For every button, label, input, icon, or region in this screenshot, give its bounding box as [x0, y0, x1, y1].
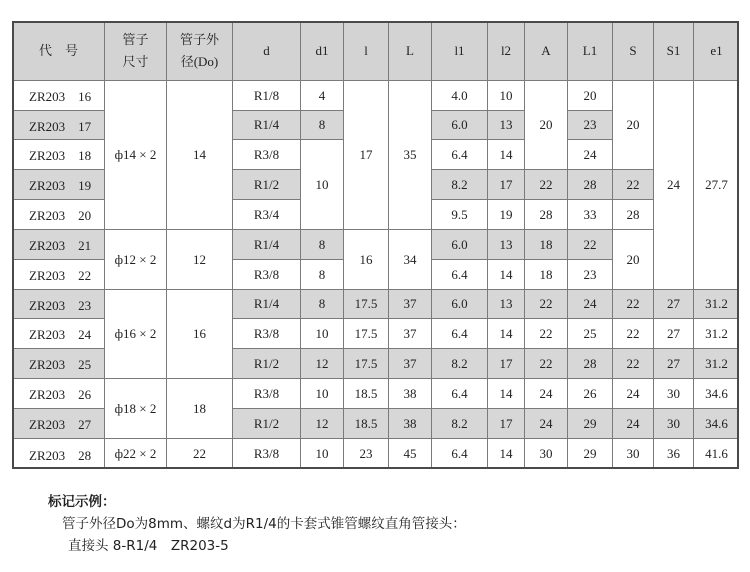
table-cell: 27 — [653, 289, 693, 318]
table-cell: R3/4 — [232, 199, 300, 229]
column-header — [104, 21, 166, 80]
table-cell: 8 — [300, 110, 343, 139]
table-cell: 34 — [388, 229, 431, 289]
product-code-cell: ZR203 18 — [12, 139, 104, 169]
table-cell: 13 — [487, 229, 524, 259]
table-cell: 17.5 — [343, 318, 388, 348]
table-cell: 18 — [524, 229, 567, 259]
product-code-cell: ZR203 21 — [12, 229, 104, 259]
marking-example — [48, 491, 738, 557]
product-code-cell: ZR203 20 — [12, 199, 104, 229]
column-header-text: 管子外 — [179, 32, 219, 47]
table-cell: 6.0 — [431, 289, 487, 318]
table-cell: 17.5 — [343, 348, 388, 378]
column-header — [388, 21, 431, 80]
table-cell: 10 — [300, 318, 343, 348]
table-cell: 18.5 — [343, 378, 388, 408]
table-cell: 13 — [487, 110, 524, 139]
column-header-text: l — [364, 43, 368, 58]
table-cell: 14 — [487, 139, 524, 169]
table-cell: 34.6 — [693, 378, 739, 408]
column-header-text: e1 — [710, 43, 723, 58]
table-cell: 22 — [612, 169, 653, 199]
column-header-text: 管子 — [122, 32, 149, 47]
column-header-text: S — [629, 43, 637, 58]
table-cell: 6.0 — [431, 229, 487, 259]
table-cell: 22 — [524, 169, 567, 199]
table-cell: R1/2 — [232, 169, 300, 199]
table-cell: 26 — [567, 378, 612, 408]
product-code-cell: ZR203 23 — [12, 289, 104, 318]
table-cell: 14 — [487, 318, 524, 348]
table-cell: 33 — [567, 199, 612, 229]
table-cell: 28 — [567, 348, 612, 378]
column-header — [524, 21, 567, 80]
column-header-text: A — [541, 43, 551, 58]
table-cell: 20 — [612, 229, 653, 289]
product-code-cell: ZR203 27 — [12, 408, 104, 438]
table-cell: 25 — [567, 318, 612, 348]
table-cell: 6.4 — [431, 139, 487, 169]
table-cell: 4 — [300, 80, 343, 110]
table-cell: 10 — [300, 378, 343, 408]
table-cell: 28 — [567, 169, 612, 199]
table-cell: 8.2 — [431, 408, 487, 438]
table-cell: 22 — [567, 229, 612, 259]
product-code-cell: ZR203 24 — [12, 318, 104, 348]
column-header-text: S1 — [666, 43, 681, 58]
column-header — [166, 21, 232, 80]
table-cell: 23 — [567, 259, 612, 289]
column-header — [487, 21, 524, 80]
product-code-cell: ZR203 19 — [12, 169, 104, 199]
table-cell: 34.6 — [693, 408, 739, 438]
table-cell: 23 — [567, 110, 612, 139]
product-code-cell: ZR203 17 — [12, 110, 104, 139]
table-cell: ф12 × 2 — [104, 229, 166, 289]
table-cell: 22 — [524, 289, 567, 318]
table-cell: 23 — [343, 438, 388, 469]
table-cell: 18.5 — [343, 408, 388, 438]
table-cell: 20 — [524, 80, 567, 169]
table-cell: 20 — [612, 80, 653, 169]
table-cell: 29 — [567, 438, 612, 469]
table-cell: 37 — [388, 289, 431, 318]
column-header-text: d — [263, 43, 270, 58]
table-cell: 24 — [524, 408, 567, 438]
table-cell: 8 — [300, 259, 343, 289]
table-cell: 14 — [487, 378, 524, 408]
table-cell: 18 — [166, 378, 232, 438]
column-header-text: l1 — [454, 43, 465, 58]
column-header — [567, 21, 612, 80]
table-cell: 6.4 — [431, 438, 487, 469]
table-cell: 24 — [612, 378, 653, 408]
table-cell: 8 — [300, 229, 343, 259]
table-cell: 45 — [388, 438, 431, 469]
column-header — [612, 21, 653, 80]
table-cell: 10 — [300, 438, 343, 469]
marking-example-code: 直接头 8-R1/4 ZR203-5 — [68, 538, 229, 554]
table-cell: 12 — [166, 229, 232, 289]
table-cell: 19 — [487, 199, 524, 229]
table-cell: R3/8 — [232, 139, 300, 169]
marking-example-description: 管子外径Do为8mm、螺纹d为R1/4的卡套式锥管螺纹直角管接头： — [62, 516, 466, 532]
column-header-text: 径(Do) — [180, 54, 219, 69]
table-cell: R3/8 — [232, 438, 300, 469]
table-cell: 10 — [300, 139, 343, 229]
table-cell: 22 — [612, 348, 653, 378]
table-cell: R1/4 — [232, 229, 300, 259]
table-cell: 8.2 — [431, 348, 487, 378]
column-header-text: L1 — [582, 43, 598, 58]
table-cell: 27.7 — [693, 80, 739, 289]
table-cell: 22 — [612, 289, 653, 318]
table-cell: 16 — [343, 229, 388, 289]
table-cell: 8.2 — [431, 169, 487, 199]
table-cell: 37 — [388, 318, 431, 348]
table-cell: ф16 × 2 — [104, 289, 166, 378]
table-cell: 29 — [567, 408, 612, 438]
table-cell: 6.4 — [431, 378, 487, 408]
table-cell: R1/4 — [232, 289, 300, 318]
table-cell: R1/8 — [232, 80, 300, 110]
table-cell: 10 — [487, 80, 524, 110]
table-cell: 27 — [653, 348, 693, 378]
product-code-cell: ZR203 26 — [12, 378, 104, 408]
table-cell: 28 — [524, 199, 567, 229]
table-cell: 6.0 — [431, 110, 487, 139]
table-cell: 22 — [166, 438, 232, 469]
table-cell: 18 — [524, 259, 567, 289]
table-cell: 35 — [388, 80, 431, 229]
table-cell: 24 — [612, 408, 653, 438]
table-cell: 24 — [567, 139, 612, 169]
product-code-cell: ZR203 16 — [12, 80, 104, 110]
table-cell: 22 — [612, 318, 653, 348]
table-cell: R3/8 — [232, 378, 300, 408]
table-cell: 16 — [166, 289, 232, 378]
column-header — [12, 21, 104, 80]
table-cell: 31.2 — [693, 318, 739, 348]
table-cell: 36 — [653, 438, 693, 469]
table-cell: 22 — [524, 318, 567, 348]
table-cell: 38 — [388, 408, 431, 438]
table-cell: 14 — [166, 80, 232, 229]
column-header — [300, 21, 343, 80]
table-cell: 6.4 — [431, 259, 487, 289]
table-cell: 17.5 — [343, 289, 388, 318]
table-cell: 17 — [343, 80, 388, 229]
table-cell: ф18 × 2 — [104, 378, 166, 438]
table-cell: ф22 × 2 — [104, 438, 166, 469]
table-cell: 20 — [567, 80, 612, 110]
column-header-text: L — [406, 43, 414, 58]
table-cell: R3/8 — [232, 318, 300, 348]
table-cell: 30 — [653, 408, 693, 438]
table-cell: 6.4 — [431, 318, 487, 348]
marking-example-title: 标记示例： — [48, 494, 116, 510]
table-cell: 17 — [487, 348, 524, 378]
table-cell: 30 — [612, 438, 653, 469]
column-header-text: d1 — [315, 43, 329, 58]
table-cell: 17 — [487, 169, 524, 199]
table-cell: 22 — [524, 348, 567, 378]
column-header-text: l2 — [500, 43, 512, 58]
table-cell: 14 — [487, 259, 524, 289]
table-cell: 13 — [487, 289, 524, 318]
column-header — [693, 21, 739, 80]
table-cell: 41.6 — [693, 438, 739, 469]
column-header — [431, 21, 487, 80]
table-cell: 14 — [487, 438, 524, 469]
column-header — [653, 21, 693, 80]
table-cell: 8 — [300, 289, 343, 318]
table-cell: 31.2 — [693, 348, 739, 378]
table-cell: 12 — [300, 408, 343, 438]
table-cell: 28 — [612, 199, 653, 229]
table-cell: 12 — [300, 348, 343, 378]
column-header — [343, 21, 388, 80]
table-cell: R3/8 — [232, 259, 300, 289]
table-cell: R1/2 — [232, 348, 300, 378]
table-cell: 4.0 — [431, 80, 487, 110]
table-cell: 24 — [524, 378, 567, 408]
table-cell: 38 — [388, 378, 431, 408]
table-cell: 24 — [653, 80, 693, 289]
table-cell: ф14 × 2 — [104, 80, 166, 229]
product-code-cell: ZR203 25 — [12, 348, 104, 378]
table-cell: 27 — [653, 318, 693, 348]
product-code-cell: ZR203 22 — [12, 259, 104, 289]
product-code-cell: ZR203 28 — [12, 438, 104, 469]
table-cell: 31.2 — [693, 289, 739, 318]
table-cell: R1/2 — [232, 408, 300, 438]
table-cell: R1/4 — [232, 110, 300, 139]
table-cell: 30 — [524, 438, 567, 469]
table-cell: 17 — [487, 408, 524, 438]
column-header — [232, 21, 300, 80]
table-cell: 37 — [388, 348, 431, 378]
column-header-text: 尺寸 — [122, 54, 149, 69]
table-cell: 24 — [567, 289, 612, 318]
column-header-text: 代 号 — [38, 43, 78, 58]
table-cell: 9.5 — [431, 199, 487, 229]
table-cell: 30 — [653, 378, 693, 408]
